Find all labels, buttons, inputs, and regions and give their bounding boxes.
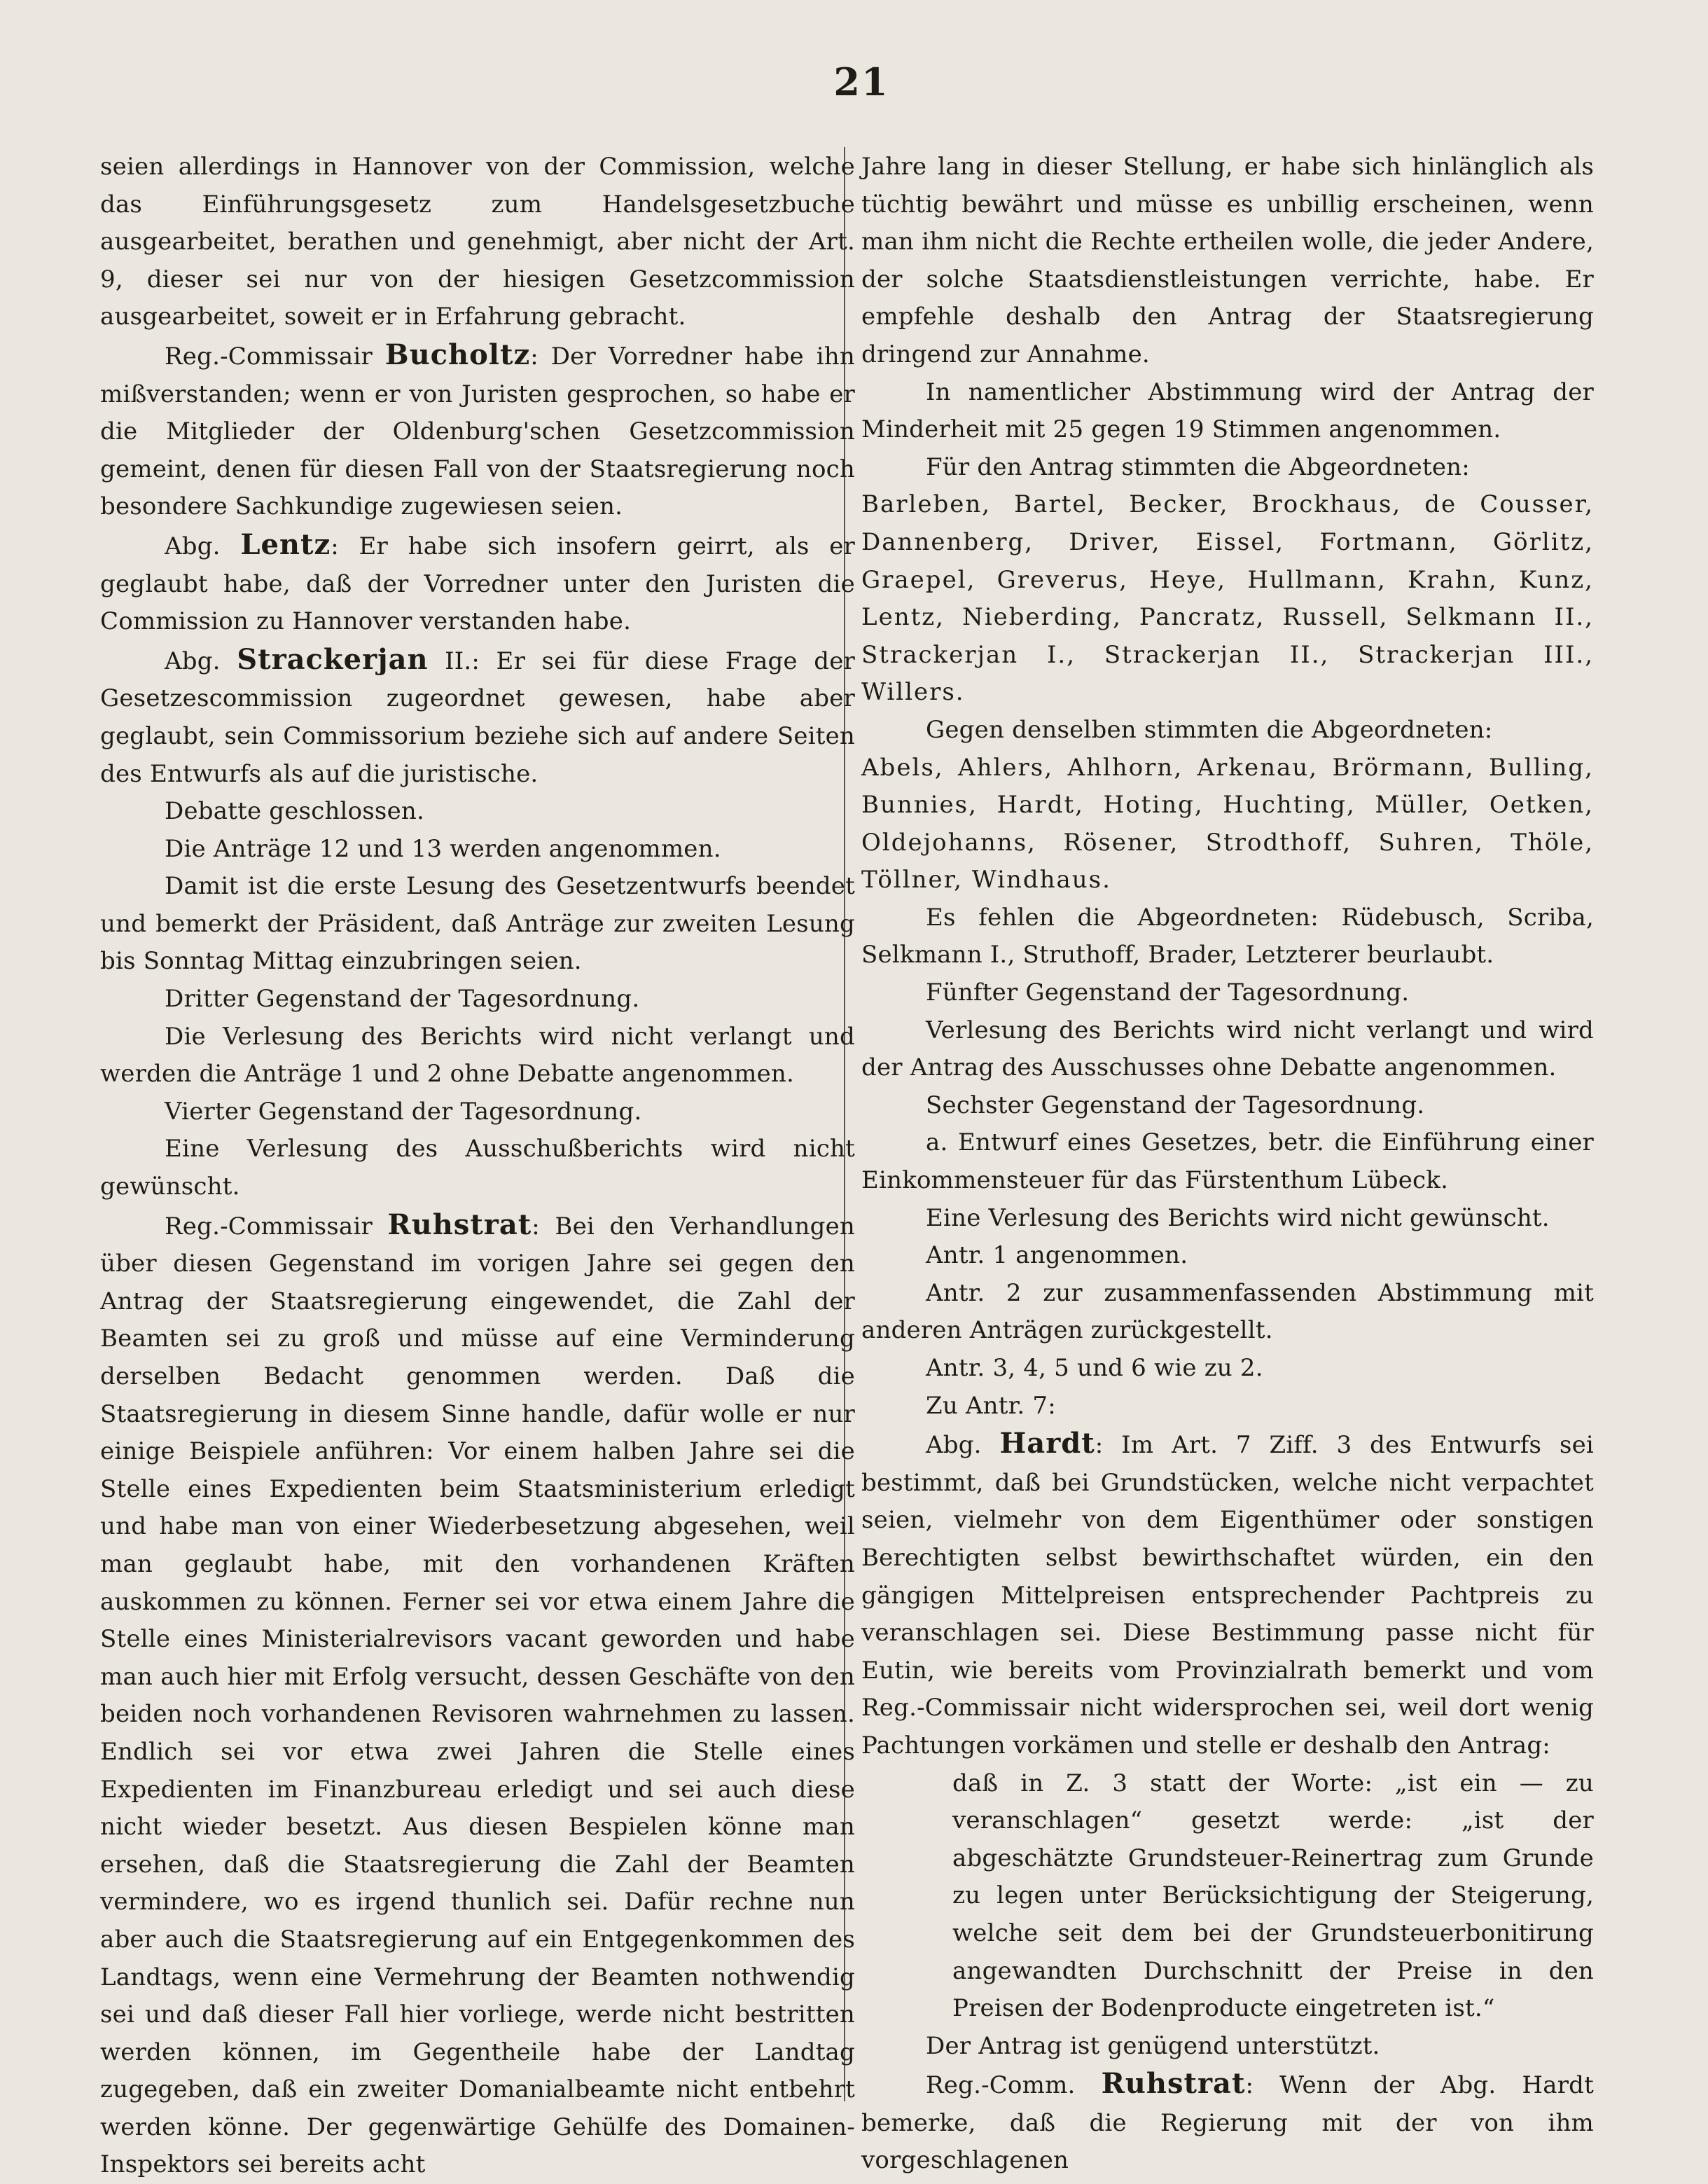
paragraph: Reg.-Commissair Ruhstrat: Bei den Verhandlungen über diesen Gegenstand im vorigen Jahre sei gegen den Antrag der Staatsregierung eingewendet, die Zahl der Beamten sei zu groß und müsse auf eine Verminderung derselben Bedacht genommen werden. Daß die Staatsregierung in diesem Sinne handle, dafür wolle er nur einige Beispiele anführen: Vor einem halben Jahre sei die Stelle eines Expedienten beim Staatsministerium erledigt und habe man von einer Wiederbesetzung abgesehen, weil man geglaubt habe, mit den vorhandenen Kräften auskommen zu können. Ferner sei vor etwa einem Jahre die Stelle eines Ministerialrevisors vacant geworden und habe man auch hier mit Erfolg versucht, dessen Geschäfte von den beiden noch vorhandenen Revisoren wahrnehmen zu lassen. Endlich sei vor etwa zwei Jahren die Stelle eines Expedienten im Finanzbureau erledigt und sei auch diese nicht wieder besetzt. Aus diesen Bespielen könne man ersehen, daß die Staatsregierung die Zahl der Beamten vermindere, wo es irgend thunlich sei. Dafür rechne nun aber auch die Staatsregierung auf ein Entgegenkommen des Landtags, wenn eine Vermehrung der Beamten nothwendig sei und daß dieser Fall hier vorliege, werde nicht bestritten werden können, im Gegentheile habe der Landtag zugegeben, daß ein zweiter Domanialbeamte nicht entbehrt werden könne. Der gegenwärtige Gehülfe des Domainen-Inspektors sei bereits acht — [100, 1208, 855, 2179]
paragraph: seien allerdings in Hannover von der Commission, welche das Einführungsgesetz zum Handelsgesetzbuche ausgearbeitet, berathen und genehmigt, aber nicht der Art. 9, dieser sei nur von der hiesigen Gesetzcommission ausgearbeitet, soweit er in Erfahrung gebracht. — [100, 153, 855, 331]
paragraph: Damit ist die erste Lesung des Gesetzentwurfs beendet und bemerkt der Präsident, daß Anträge zur zweiten Lesung bis Sonntag Mittag einzubringen seien. — [100, 872, 855, 976]
paragraph: Eine Verlesung des Ausschußberichts wird nicht gewünscht. — [100, 1135, 855, 1201]
paragraph: a. Entwurf eines Gesetzes, betr. die Einführung einer Einkommensteuer für das Fürstenthum Lübeck. — [861, 1128, 1594, 1195]
paragraph: Abels, Ahlers, Ahlhorn, Arkenau, Brörmann, Bulling, Bunnies, Hardt, Hoting, Huchting, Müller, Oetken, Oldejohanns, Rösener, Strodthoff, Suhren, Thöle, Töllner, Windhaus. — [861, 753, 1594, 894]
paragraph: Barleben, Bartel, Becker, Brockhaus, de Cousser, Dannenberg, Driver, Eissel, Fortmann, Görlitz, Graepel, Greverus, Heye, Hullmann, Krahn, Kunz, Lentz, Nieberding, Pancratz, Russell, Selkmann II., Strackerjan I., Strackerjan II., Strackerjan III., Willers. — [861, 490, 1594, 707]
paragraph: Eine Verlesung des Berichts wird nicht gewünscht. — [926, 1203, 1550, 1232]
speaker-name: Strackerjan — [237, 642, 429, 676]
paragraph: Zu Antr. 7: — [926, 1391, 1056, 1420]
right-column — [861, 148, 1594, 2180]
agenda-heading: Dritter Gegenstand der Tagesordnung. — [165, 985, 640, 1014]
paragraph: Antr. 3, 4, 5 und 6 wie zu 2. — [926, 1354, 1263, 1382]
paragraph: Abg. Strackerjan II.: Er sei für diese Frage der Gesetzescommission zugeordnet gewesen, habe aber geglaubt, sein Commissorium beziehe sich auf andere Seiten des Entwurfs als auf die juristische. — [100, 642, 855, 788]
paragraph: Antr. 2 zur zusammenfassenden Abstimmung mit anderen Anträgen zurückgestellt. — [861, 1278, 1594, 1345]
agenda-heading: Vierter Gegenstand der Tagesordnung. — [165, 1097, 642, 1126]
paragraph: Abg. Lentz: Er habe sich insofern geirrt, als er geglaubt habe, daß der Vorredner unter den Juristen die Commission zu Hannover verstanden habe. — [100, 527, 855, 636]
paragraph: Es fehlen die Abgeordneten: Rüdebusch, Scriba, Selkmann I., Struthoff, Brader, Letzterer beurlaubt. — [861, 903, 1594, 969]
speaker-name: Lentz — [240, 527, 331, 561]
paragraph: Gegen denselben stimmten die Abgeordneten: — [926, 715, 1493, 744]
paragraph: Reg.-Comm. Ruhstrat: Wenn der Abg. Hardt bemerke, daß die Regierung mit der von ihm vorgeschlagenen — [861, 2067, 1595, 2175]
paragraph: Antr. 1 angenommen. — [926, 1241, 1188, 1270]
paragraph: Abg. Hardt: Im Art. 7 Ziff. 3 des Entwurfs sei bestimmt, daß bei Grundstücken, welche nicht verpachtet seien, vielmehr von dem Eigenthümer oder sonstigen Berechtigten selbst bewirthschaftet würden, ein den gängigen Mittelpreisen entsprechender Pachtpreis zu veranschlagen sei. Diese Bestimmung passe nicht für Eutin, wie bereits vom Provinzialrath bemerkt und vom Reg.-Commissair nicht widersprochen sei, weil dort wenig Pachtungen vorkämen und stelle er deshalb den Antrag: — [861, 1427, 1594, 1760]
speaker-name: Hardt — [999, 1427, 1095, 1460]
speaker-name: Ruhstrat — [387, 1208, 532, 1241]
agenda-heading: Sechster Gegenstand der Tagesordnung. — [926, 1091, 1425, 1119]
paragraph: Für den Antrag stimmten die Abgeordneten: — [926, 452, 1470, 481]
paragraph: Die Anträge 12 und 13 werden angenommen. — [165, 834, 721, 863]
speaker-name: Bucholtz — [384, 338, 531, 371]
names-list-for — [861, 486, 1594, 712]
paragraph: In namentlicher Abstimmung wird der Antrag der Minderheit mit 25 gegen 19 Stimmen angenommen. — [861, 378, 1594, 444]
agenda-heading: Fünfter Gegenstand der Tagesordnung. — [926, 979, 1410, 1007]
names-list-against — [861, 749, 1594, 899]
paragraph: Der Antrag ist genügend unterstützt. — [926, 2031, 1380, 2060]
left-column — [100, 148, 855, 2184]
paragraph: Jahre lang in dieser Stellung, er habe sich hinlänglich als tüchtig bewährt und müsse es unbillig erscheinen, wenn man ihm nicht die Rechte ertheilen wolle, die jeder Andere, der solche Staatsdienstleistungen verrichte, habe. Er empfehle deshalb den Antrag der Staatsregierung dringend zur Annahme. — [861, 153, 1594, 368]
speaker-name: Ruhstrat — [1101, 2067, 1246, 2101]
paragraph: Debatte geschlossen. — [165, 797, 425, 826]
paragraph: Die Verlesung des Berichts wird nicht verlangt und werden die Anträge 1 und 2 ohne Debatte angenommen. — [100, 1022, 855, 1088]
quoted-motion: daß in Z. 3 statt der Worte: „ist ein — zu veranschlagen“ gesetzt werde: „ist der abgeschätzte Grundsteuer-Reinertrag zum Grunde zu legen unter Berücksichtigung der Steigerung, welche seit dem bei der Grundsteuerbonitirung angewandten Durchschnitt der Preise in den Preisen der Bodenproducte eingetreten ist.“ — [952, 1769, 1594, 2023]
paragraph: Verlesung des Berichts wird nicht verlangt und wird der Antrag des Ausschusses ohne Debatte angenommen. — [861, 1016, 1594, 1082]
page-number: 21 — [833, 60, 889, 104]
paragraph: Reg.-Commissair Bucholtz: Der Vorredner habe ihn mißverstanden; wenn er von Juristen gesprochen, so habe er die Mitglieder der Oldenburg'schen Gesetzcommission gemeint, denen für diesen Fall von der Staatsregierung noch besondere Sachkundige zugewiesen seien. — [100, 338, 855, 521]
